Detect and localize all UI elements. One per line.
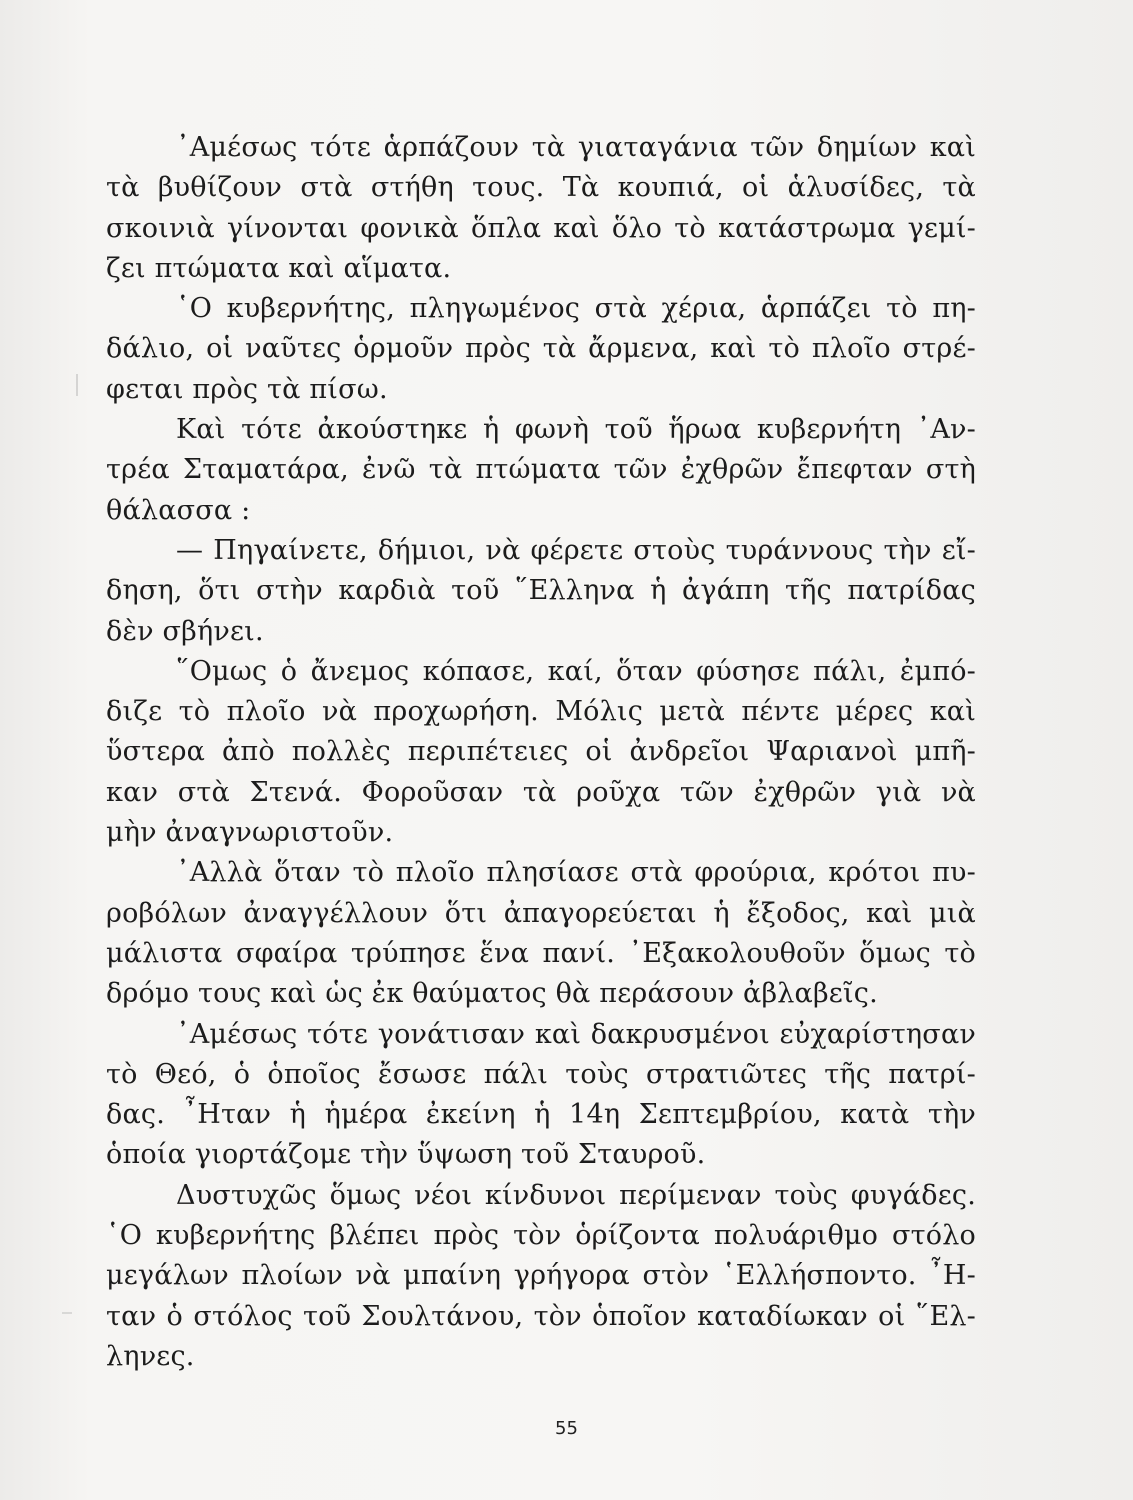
text-line-6: δάλιο, οἱ ναῦτες ὁρμοῦν πρὸς τὰ ἄρμενα, καὶ τὸ πλοῖο στρέ- xyxy=(106,333,976,365)
text-line-31: ληνες. xyxy=(106,1340,195,1372)
text-line-25: δας. ῏Ηταν ἡ ἡμέρα ἐκείνη ἡ 14η Σεπτεμβρίου, κατὰ τὴν xyxy=(106,1099,976,1131)
text-line-17: καν στὰ Στενά. Φοροῦσαν τὰ ροῦχα τῶν ἐχθρῶν γιὰ νὰ xyxy=(106,776,976,808)
text-line-5: ῾Ο κυβερνήτης, πληγωμένος στὰ χέρια, ἁρπάζει τὸ πη- xyxy=(176,293,976,325)
text-line-1: ᾿Αμέσως τότε ἁρπάζουν τὰ γιαταγάνια τῶν δημίων καὶ xyxy=(176,132,976,163)
scan-mark-2 xyxy=(62,1312,72,1314)
text-line-19: ᾿Αλλὰ ὅταν τὸ πλοῖο πλησίασε στὰ φρούρια, κρότοι πυ- xyxy=(176,857,976,889)
text-line-28: ῾Ο κυβερνήτης βλέπει πρὸς τὸν ὁρίζοντα πολυάριθμο στόλο xyxy=(106,1220,976,1252)
page-number: 55 xyxy=(555,1418,578,1439)
text-line-11: — Πηγαίνετε, δήμιοι, νὰ φέρετε στοὺς τυράννους τὴν εἴ- xyxy=(176,534,976,566)
text-line-16: ὕστερα ἀπὸ πολλὲς περιπέτειες οἱ ἀνδρεῖοι Ψαριανοὶ μπῆ- xyxy=(106,736,976,768)
text-line-8: Καὶ τότε ἀκούστηκε ἡ φωνὴ τοῦ ἥρωα κυβερνήτη ᾿Αν- xyxy=(176,414,976,446)
text-line-14: ῞Ομως ὁ ἄνεμος κόπασε, καί, ὅταν φύσησε πάλι, ἐμπό- xyxy=(176,655,976,687)
text-line-2: τὰ βυθίζουν στὰ στήθη τους. Τὰ κουπιά, οἱ ἁλυσίδες, τὰ xyxy=(106,172,976,204)
text-line-15: διζε τὸ πλοῖο νὰ προχωρήση. Μόλις μετὰ πέντε μέρες καὶ xyxy=(106,696,976,728)
text-line-29: μεγάλων πλοίων νὰ μπαίνη γρήγορα στὸν ῾Ελλήσποντο. ῏Η- xyxy=(106,1260,976,1292)
text-line-23: ᾿Αμέσως τότε γονάτισαν καὶ δακρυσμένοι εὐχαρίστησαν xyxy=(176,1018,976,1050)
text-line-21: μάλιστα σφαίρα τρύπησε ἕνα πανί. ᾿Εξακολουθοῦν ὅμως τὸ xyxy=(106,937,976,969)
text-line-20: ροβόλων ἀναγγέλλουν ὅτι ἀπαγορεύεται ἡ ἔξοδος, καὶ μιὰ xyxy=(106,897,976,929)
text-line-30: ταν ὁ στόλος τοῦ Σουλτάνου, τὸν ὁποῖον καταδίωκαν οἱ ῞Ελ- xyxy=(106,1300,976,1332)
text-line-3: σκοινιὰ γίνονται φονικὰ ὅπλα καὶ ὅλο τὸ κατάστρωμα γεμί- xyxy=(106,212,976,244)
text-line-4: ζει πτώματα καὶ αἵματα. xyxy=(106,252,452,284)
text-line-18: μὴν ἀναγνωριστοῦν. xyxy=(106,817,394,849)
text-line-12: δηση, ὅτι στὴν καρδιὰ τοῦ ῞Ελληνα ἡ ἀγάπη τῆς πατρίδας xyxy=(106,575,976,607)
text-line-27: Δυστυχῶς ὅμως νέοι κίνδυνοι περίμεναν τοὺς φυγάδες. xyxy=(176,1179,976,1211)
scan-mark-1 xyxy=(76,374,78,396)
text-line-7: φεται πρὸς τὰ πίσω. xyxy=(106,373,388,405)
text-line-10: θάλασσα : xyxy=(106,494,251,526)
text-line-24: τὸ Θεό, ὁ ὁποῖος ἔσωσε πάλι τοὺς στρατιῶτες τῆς πατρί- xyxy=(106,1058,976,1090)
text-line-26: ὁποία γιορτάζομε τὴν ὕψωση τοῦ Σταυροῦ. xyxy=(106,1139,706,1171)
body-text xyxy=(106,128,976,1377)
text-line-22: δρόμο τους καὶ ὡς ἐκ θαύματος θὰ περάσουν ἀβλαβεῖς. xyxy=(106,978,878,1010)
text-line-9: τρέα Σταματάρα, ἐνῶ τὰ πτώματα τῶν ἐχθρῶν ἔπεφταν στὴ xyxy=(106,454,976,486)
text-line-13: δὲν σβήνει. xyxy=(106,615,264,647)
